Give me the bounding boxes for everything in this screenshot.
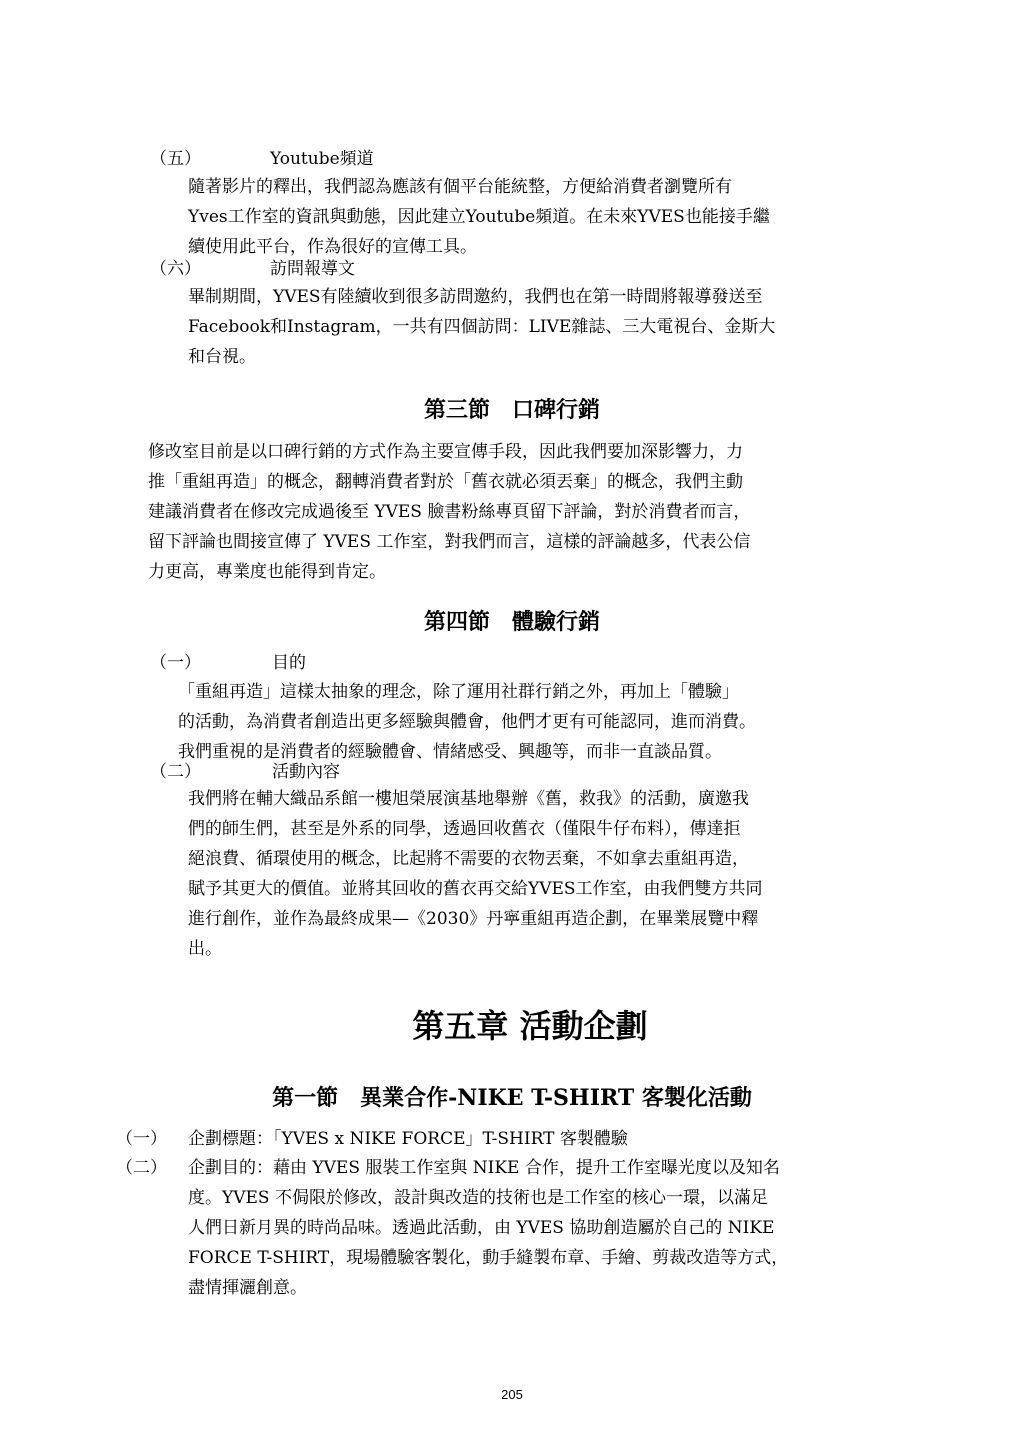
item-label: 活動內容 — [272, 762, 340, 782]
section-title-nike-collab: 第一節 異業合作-NIKE T-SHIRT 客製化活動 — [272, 1085, 752, 1111]
item-label: 目的 — [272, 653, 306, 673]
item-label: Youtube頻道 — [270, 149, 374, 169]
section-title-experiential-marketing: 第四節 體驗行銷 — [423, 609, 600, 635]
item-plan-title — [116, 1124, 876, 1154]
item-number: （六） — [150, 259, 201, 279]
item-number: （二） — [116, 1158, 167, 1178]
paragraph-youtube: 隨著影片的釋出，我們認為應該有個平台能統整，方便給消費者瀏覽所有 Yves工作室的資訊與動態，因此建立Youtube頻道。在未來YVES也能接手繼 續使用此平台，作為很好的宣傳工具。 — [188, 177, 770, 257]
item-number: （一） — [150, 653, 201, 673]
item-plan-purpose-number — [116, 1153, 186, 1183]
item-number: （二） — [150, 762, 201, 782]
item-heading-youtube — [150, 144, 850, 174]
item-heading-activity-content — [150, 757, 850, 787]
item-heading-interviews — [150, 254, 850, 284]
item-number: （一） — [116, 1129, 167, 1149]
paragraph-plan-purpose: 企劃目的：藉由 YVES 服裝工作室與 NIKE 合作，提升工作室曝光度以及知名 度。YVES 不侷限於修改，設計與改造的技術也是工作室的核心一環，以滿足 人們日新月異的時尚品味。透過此活動，由 YVES 協助創造屬於自己的 NIKE FORCE T-SHIRT，現場體驗客製化，動手縫製布章、手繪、剪裁改造等方式， 盡情揮灑創意。 — [188, 1158, 789, 1298]
item-label: 訪問報導文 — [270, 259, 355, 279]
section-title-word-of-mouth: 第三節 口碑行銷 — [423, 397, 600, 423]
paragraph-interviews: 畢制期間，YVES有陸續收到很多訪問邀約，我們也在第一時間將報導發送至 Facebook和Instagram，一共有四個訪問：LIVE雜誌、三大電視台、金斯大 和台視。 — [188, 287, 776, 367]
chapter-title: 第五章 活動企劃 — [412, 1007, 648, 1045]
paragraph-activity-content: 我們將在輔大織品系館一樓旭榮展演基地舉辦《舊，救我》的活動，廣邀我 們的師生們，甚至是外系的同學，透過回收舊衣（僅限牛仔布料），傳達拒 絕浪費、循環使用的概念，比起將不需要的衣物丟棄，不如拿去重組再造， 賦予其更大的價值。並將其回收的舊衣再交給YVES工作室，由我們雙方共同 進行創作，並作為最終成果—《2030》丹寧重組再造企劃，在畢業展覽中釋 出。 — [188, 789, 763, 959]
item-heading-purpose — [150, 648, 850, 678]
item-text: 企劃標題：「YVES x NIKE FORCE」T-SHIRT 客製體驗 — [188, 1129, 628, 1149]
item-number: （五） — [150, 149, 201, 169]
page-number: 205 — [501, 1387, 523, 1402]
paragraph-purpose: 「重組再造」這樣太抽象的理念，除了運用社群行銷之外，再加上「體驗」 的活動，為消費者創造出更多經驗與體會，他們才更有可能認同，進而消費。 我們重視的是消費者的經驗體會、情緒感受、興趣等，而非一直談品質。 — [178, 682, 756, 762]
paragraph-word-of-mouth: 修改室目前是以口碑行銷的方式作為主要宣傳手段，因此我們要加深影響力，力 推「重組再造」的概念，翻轉消費者對於「舊衣就必須丟棄」的概念，我們主動 建議消費者在修改完成過後至 YVES 臉書粉絲專頁留下評論，對於消費者而言， 留下評論也間接宣傳了 YVES 工作室，對我們而言，這樣的評論越多，代表公信 力更高，專業度也能得到肯定。 — [148, 442, 751, 582]
